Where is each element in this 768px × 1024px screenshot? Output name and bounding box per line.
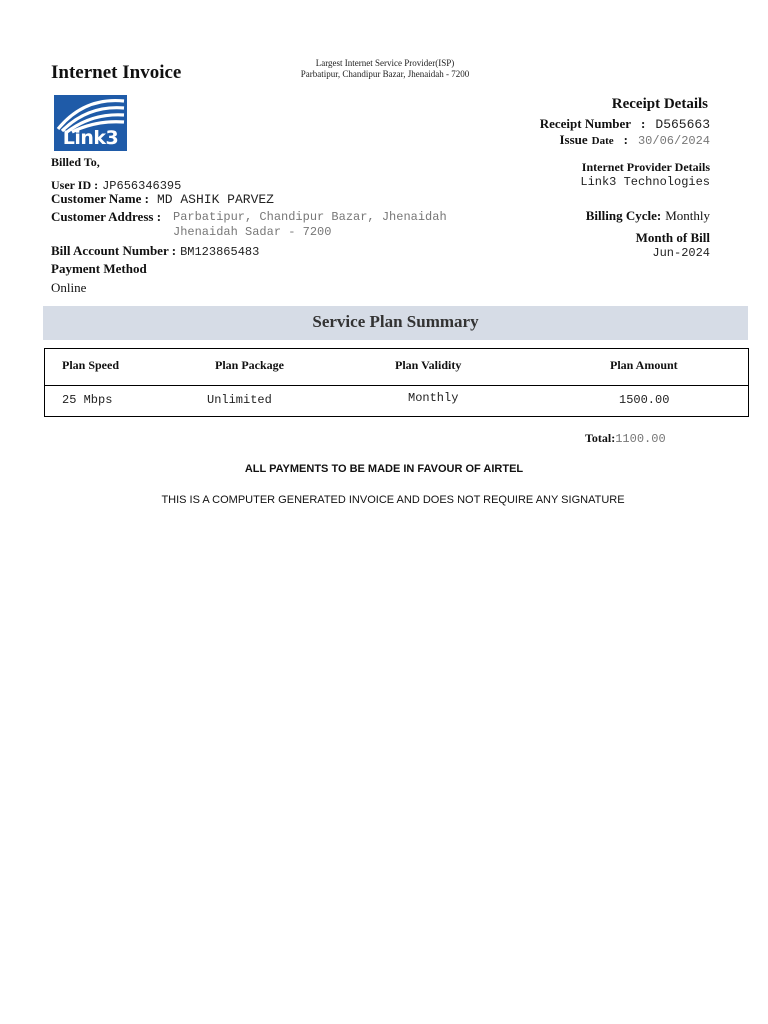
issue-date-sep: : xyxy=(623,132,628,147)
cell-plan-amount: 1500.00 xyxy=(619,393,670,407)
month-of-bill-value: Jun-2024 xyxy=(652,246,710,260)
table-divider xyxy=(45,385,748,386)
billing-cycle-row xyxy=(586,207,710,225)
billed-to-heading: Billed To, xyxy=(51,155,100,169)
receipt-number-value: D565663 xyxy=(655,117,710,132)
provider-name: Link3 Technologies xyxy=(580,175,710,189)
receipt-number-sep: : xyxy=(641,116,646,131)
billing-cycle-value: Monthly xyxy=(665,208,710,223)
receipt-details-heading: Receipt Details xyxy=(611,96,708,112)
plan-table xyxy=(44,348,749,417)
service-plan-summary-bar xyxy=(43,306,748,340)
user-id-value: JP656346395 xyxy=(102,179,182,193)
isp-address: Parbatipur, Chandipur Bazar, Jhenaidah - 7200 xyxy=(300,69,470,79)
issue-label: Issue xyxy=(559,132,588,147)
payment-method-value: Online xyxy=(51,280,87,295)
billing-cycle-label: Billing Cycle: xyxy=(585,208,662,223)
logo-text: Link3 xyxy=(62,127,119,149)
cell-plan-package: Unlimited xyxy=(207,393,272,407)
issue-date-row xyxy=(559,131,710,149)
customer-name-row xyxy=(51,190,274,208)
total-label: Total: xyxy=(585,431,616,445)
customer-name-label: Customer Name : xyxy=(51,191,149,206)
col-header-plan-package: Plan Package xyxy=(215,358,284,372)
payment-method-label: Payment Method xyxy=(51,261,147,276)
receipt-number-label: Receipt Number xyxy=(539,116,632,131)
customer-name-value: MD ASHIK PARVEZ xyxy=(156,192,274,207)
customer-address-label: Customer Address : xyxy=(51,209,162,224)
payment-notice: ALL PAYMENTS TO BE MADE IN FAVOUR OF AIRTEL xyxy=(244,463,524,475)
invoice-title: Internet Invoice xyxy=(51,62,182,83)
issue-date-value: 30/06/2024 xyxy=(637,134,710,148)
signature-notice: THIS IS A COMPUTER GENERATED INVOICE AND DOES NOT REQUIRE ANY SIGNATURE xyxy=(161,494,625,506)
isp-header xyxy=(265,58,505,80)
total-row xyxy=(585,429,666,447)
customer-address-line2: Jhenaidah Sadar - 7200 xyxy=(173,225,332,239)
col-header-plan-validity: Plan Validity xyxy=(395,358,462,372)
link3-logo xyxy=(54,95,127,151)
cell-plan-speed: 25 Mbps xyxy=(62,393,113,407)
isp-tagline: Largest Internet Service Provider(ISP) xyxy=(315,58,455,68)
service-plan-summary-title: Service Plan Summary xyxy=(312,312,479,331)
bill-account-row xyxy=(51,242,259,260)
col-header-plan-amount: Plan Amount xyxy=(610,358,678,372)
bill-account-label: Bill Account Number : xyxy=(51,243,177,258)
provider-heading: Internet Provider Details xyxy=(581,160,710,174)
month-of-bill-label: Month of Bill xyxy=(635,230,710,245)
user-id-label: User ID : xyxy=(51,178,99,192)
bill-account-value: BM123865483 xyxy=(180,245,260,259)
issue-date-label: Date xyxy=(591,135,614,147)
col-header-plan-speed: Plan Speed xyxy=(62,358,120,372)
cell-plan-validity: Monthly xyxy=(408,391,459,405)
customer-address-line1: Parbatipur, Chandipur Bazar, Jhenaidah xyxy=(173,210,447,224)
total-value: 1100.00 xyxy=(615,432,666,446)
